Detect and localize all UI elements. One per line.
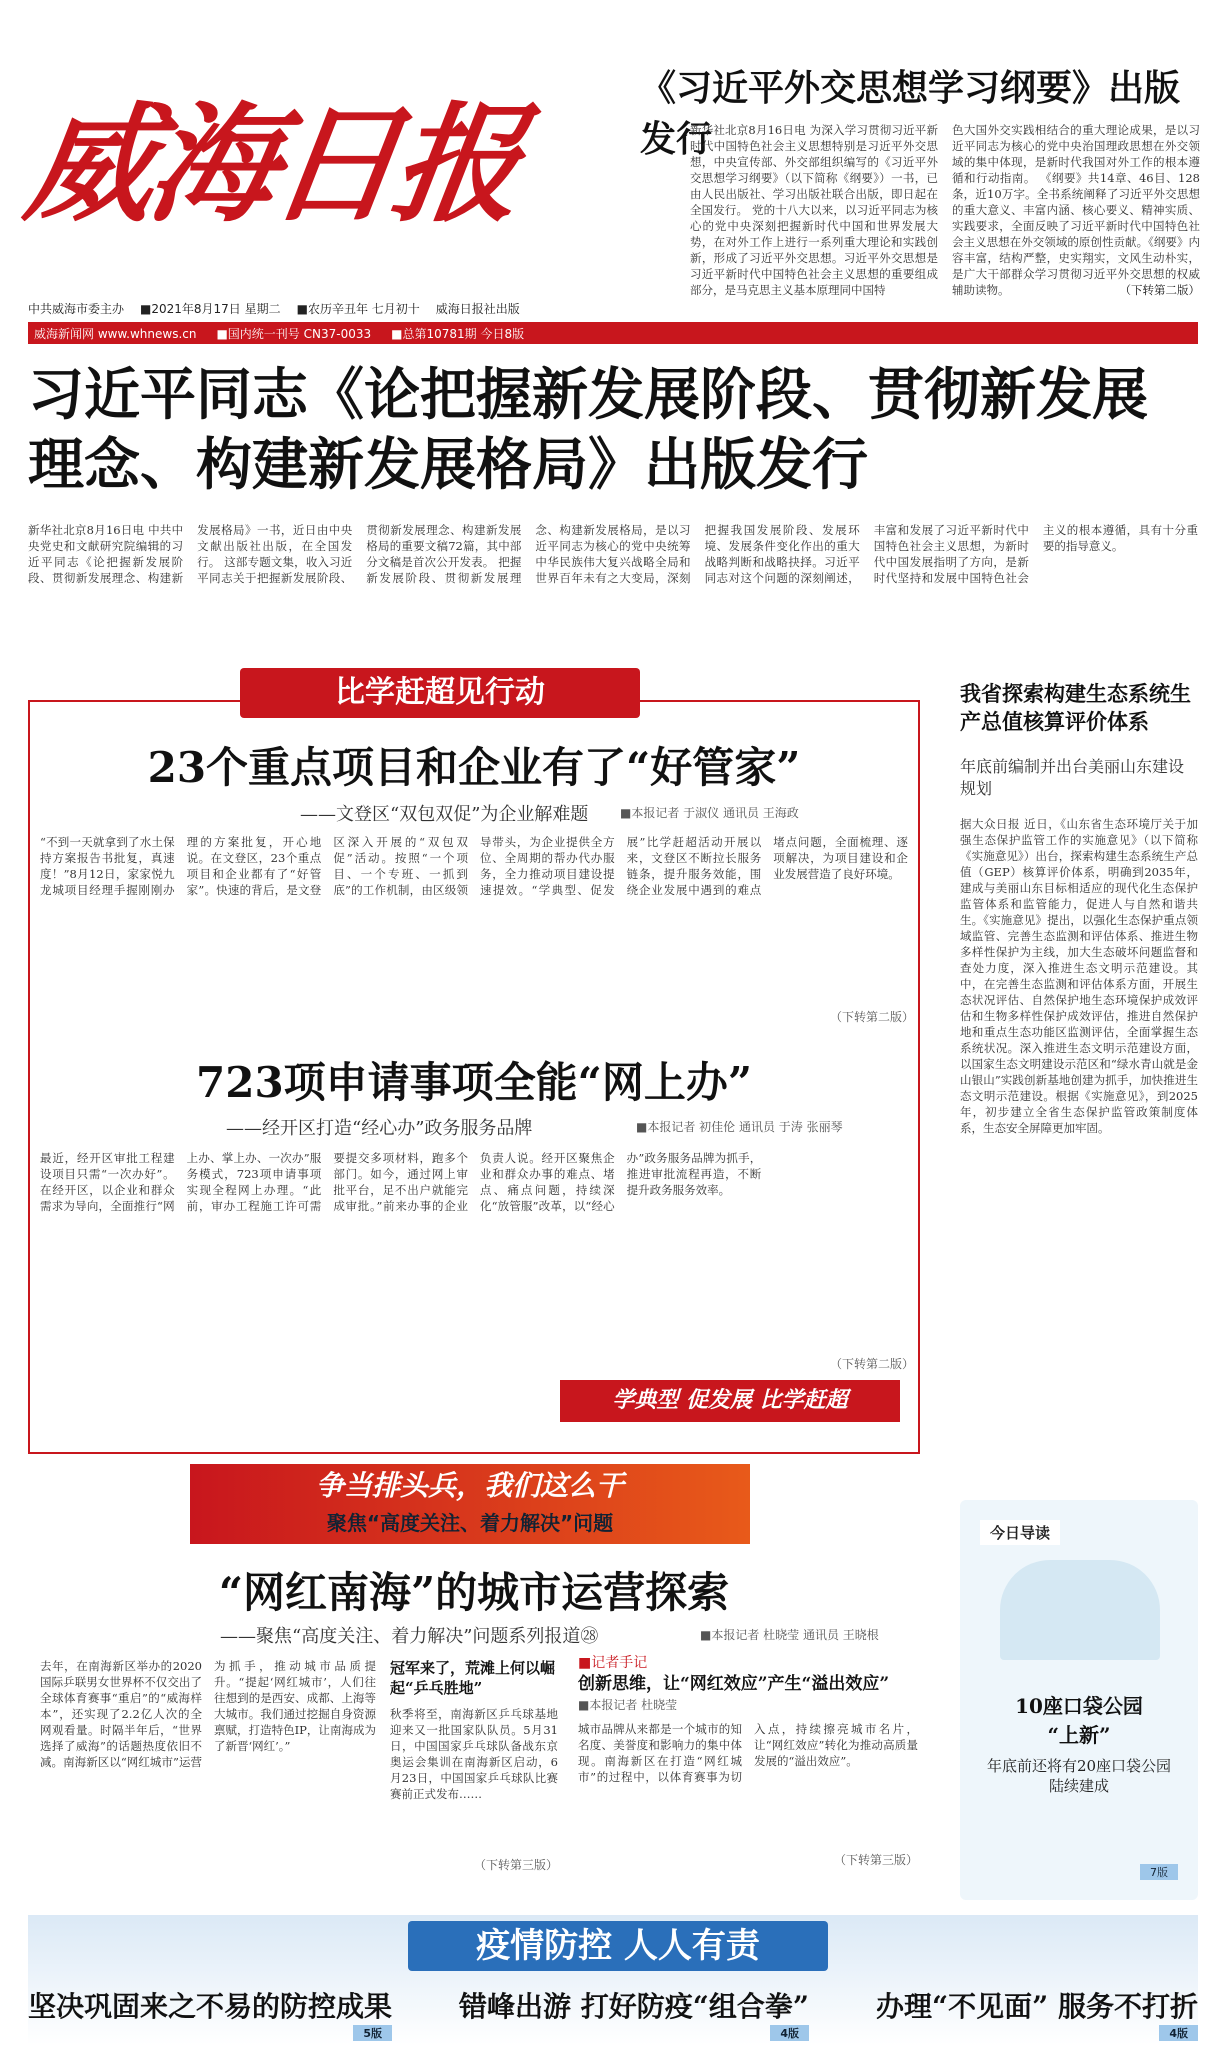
campaign2-line2: 聚焦“高度关注、着力解决”问题 [326,1511,614,1535]
sidebar-body: 据大众日报 近日，《山东省生态环境厅关于加强生态保护监管工作的实施意见》（以下简称《实施意见》）出台，探索构建生态系统生产总值（GEP）核算评价体系，明确到2035年，建成与美丽山东目标相适应的现代化生态保护监管体系和监管能力，促进人与自然和谐共生。《实施意见》提出，以强化生态保护重点领域监管、完善生态监测和评估体系、推进生物多样性保护为主线，加大生态破坏问题监督和查处力度，深入推进生态文明示范建设。其中，在完善生态监测和评估体系方面，开展生态状况评估、自然保护地生态环境保护成效评估和生物多样性保护成效评估，推进自然保护地和重点生态功能区监测评估，全面掌握生态系统状况。深入推进生态文明示范建设方面，以国家生态文明建设示范区和“绿水青山就是金山银山”实践创新基地创建为抓手，加快推进生态文明示范建设。根据《实施意见》，到2025年，初步建立全省生态保护监管政策制度体系，生态安全屏障更加牢固。 [960,817,1198,1135]
bottom-item-3-title: 办理“不见面” 服务不打折 [876,1990,1198,2023]
campaign2-banner [190,1464,750,1544]
article2-body [40,1150,908,1350]
article5-jump[interactable]: （下转第三版） [833,1853,918,1867]
article4 [390,1658,558,1873]
article1-jump[interactable]: （下转第二版） [830,1010,915,1024]
bottom-bar [28,1915,1198,2045]
lead-headline[interactable] [28,360,1198,500]
bottom-banner: 疫情防控 人人有责 [408,1921,828,1971]
campaign1-stamp: 学典型 促发展 比学赶超 [560,1380,900,1422]
lead-headline-line2: 理念、构建新发展格局》出版发行 [28,432,868,498]
article1-subtitle: ——文登区“双包双促”为企业解难题 [300,804,589,825]
info-website[interactable]: 威海新闻网 www.whnews.cn [34,326,197,341]
article4-title[interactable]: 冠军来了，荒滩上何以崛起“乒乓胜地” [390,1659,556,1697]
guide-illustration [1000,1560,1160,1660]
article3-body [40,1658,376,1898]
guide-title-line2: “上新” [1047,1723,1111,1747]
sidebar-subtitle: 年底前编制并出台美丽山东建设规划 [960,757,1185,798]
top-article-col1: 新华社北京8月16日电 为深入学习贯彻习近平新时代中国特色社会主义思想特别是习近平外交思想，中央宣传部、外交部组织编写的《习近平外交思想学习纲要》（以下简称《纲要》）一书，已由人民出版社、学习出版社联合出版，即日起在全国发行。 党的十八大以来，以习近平同志为核心的党中央深刻把握新时代中国和世界发展大势，在对外工作上进行一系列重大理论和实践创新，形成了习近平外交思想。习近平外交思想是习近平新时代中国特色社会主义思想的重要组成部分，是马克思主义基本原理同中国特 [690,123,938,297]
article5-byline: ■本报记者 杜晓莹 [578,1698,678,1712]
article3-subtitle: ——聚焦“高度关注、着力解决”问题系列报道㉘ [220,1626,599,1647]
info-org: 中共威海市委主办 [28,302,125,316]
info-issn: ■国内统一刊号 CN37-0033 [216,326,372,341]
top-article-col2: 色大国外交实践相结合的重大理论成果，是以习近平同志为核心的党中央治国理政思想在外交领域的集中体现，是新时代我国对外工作的根本遵循和行动指南。 《纲要》共14章、46目、128条，近10万字。全书系统阐释了习近平外交思想的重大意义、丰富内涵、核心要义、精神实质、实践要求，全面反映了习近平新时代中国特色社会主义思想在外交领域的原创性贡献。《纲要》内容丰富，结构严整，史实翔实，文风生动朴实，是广大干部群众学习贯彻习近平外交思想的权威辅助读物。 [952,123,1200,297]
lead-headline-line1: 习近平同志《论把握新发展阶段、贯彻新发展 [28,362,1148,428]
bottom-items [28,1985,1198,2040]
top-article-title[interactable]: 《习近平外交思想学习纲要》出版发行 [640,67,1181,160]
article3-title[interactable]: “网红南海”的城市运营探索 [218,1568,730,1617]
article5-kicker: ■记者手记 [578,1655,648,1671]
article3-body-text: 去年，在南海新区举办的2020国际乒联男女世界杯不仅交出了全球体育赛事“重启”的“威海样本”，还实现了2.2亿人次的全网观看量。时隔半年后，“世界选择了威海”的话题热度依旧不减。南海新区以“网红城市”运营为抓手，推动城市品质提升。“提起‘网红城市’，人们往往想到的是西安、成都、上海等大城市。我们通过挖掘自身资源禀赋，打造特色IP，让南海成为了新晋‘网红’。” [40,1659,376,1769]
article4-jump[interactable]: （下转第三版） [473,1858,558,1872]
article1-body-text: “不到一天就拿到了水土保持方案报告书批复，真速度！”8月12日，家家悦九龙城项目经理手握刚刚办理的方案批复，开心地说。在文登区，23个重点项目和企业都有了“好管家”。快速的背后，是文登区深入开展的“双包双促”活动。按照“一个项目、一个专班、一抓到底”的工作机制，由区级领导带头，为企业提供全方位、全周期的帮办代办服务，全力推动项目建设提速提效。“学典型、促发展”比学赶超活动开展以来，文登区不断拉长服务链条，提升服务效能，围绕企业发展中遇到的难点堵点问题，全面梳理、逐项解决，为项目建设和企业发展营造了良好环境。 [40,835,908,897]
top-article-body [690,122,1200,312]
article2-body-text: 最近，经开区审批工程建设项目只需“一次办好”。在经开区，以企业和群众需求为导向，全面推行“网上办、掌上办、一次办”服务模式，723项申请事项实现全程网上办理。“此前，审办工程施工许可需要提交多项材料，跑多个部门。如今，通过网上审批平台，足不出户就能完成审批。”前来办事的企业负责人说。经开区聚焦企业和群众办事的难点、堵点、痛点问题，持续深化“放管服”改革，以“经心办”政务服务品牌为抓手，推进审批流程再造，不断提升政务服务效率。 [40,1151,762,1213]
article1-byline: ■本报记者 于淑仪 通讯员 王海政 [620,806,799,820]
bottom-item-1[interactable] [28,1985,393,2040]
info-bar [28,300,1198,318]
article5 [578,1652,918,1868]
masthead-logo [17,80,608,270]
article5-body-text: 城市品牌从来都是一个城市的知名度、美誉度和影响力的集中体现。南海新区在打造“网红城市”的过程中，以体育赛事为切入点，持续擦亮城市名片，让“网红效应”转化为推动高质量发展的“溢出效应”。 [578,1722,918,1784]
info-date: ■2021年8月17日 星期二 [140,302,281,316]
guide-panel[interactable] [960,1500,1198,1900]
article2-subtitle: ——经开区打造“经心办”政务服务品牌 [226,1118,533,1139]
bottom-item-2[interactable] [459,1985,809,2040]
article4-body: 秋季将至，南海新区乒乓球基地迎来又一批国家队队员。5月31日，中国国家乒乓球队备战东京奥运会集训在南海新区启动，6月23日，中国国家乒乓球队比赛赛前正式发布…… [390,1707,558,1801]
info-issue: ■总第10781期 今日8版 [391,326,525,341]
guide-label: 今日导读 [980,1520,1060,1545]
sidebar-title[interactable]: 我省探索构建生态系统生产总值核算评价体系 [960,681,1191,734]
bottom-item-1-title: 坚决巩固来之不易的防控成果 [28,1990,393,2023]
bottom-item-3-page: 4版 [1159,2025,1198,2041]
sidebar-article [960,680,1198,1556]
article2-byline: ■本报记者 初佳伦 通讯员 于涛 张丽琴 [636,1120,843,1134]
bottom-item-3[interactable] [876,1985,1198,2040]
masthead-brand: 威海日报 [17,90,527,240]
article1-body [40,834,908,1004]
guide-page[interactable]: 7版 [1140,1864,1178,1880]
article2-jump[interactable]: （下转第二版） [830,1357,915,1371]
bottom-item-2-page: 4版 [770,2025,809,2041]
info-publisher: 威海日报社出版 [435,302,520,316]
campaign2-line1: 争当排头兵，我们这么干 [315,1469,624,1502]
article3-byline: ■本报记者 杜晓莹 通讯员 王晓根 [700,1628,879,1642]
lead-body-text: 新华社北京8月16日电 中共中央党史和文献研究院编辑的习近平同志《论把握新发展阶段、贯彻新发展理念、构建新发展格局》一书，近日由中央文献出版社出版，在全国发行。 这部专题文集，收入习近平同志关于把握新发展阶段、贯彻新发展理念、构建新发展格局的重要文稿72篇，其中部分文稿是首次公开发表。 把握新发展阶段、贯彻新发展理念、构建新发展格局，是以习近平同志为核心的党中央统筹中华民族伟大复兴战略全局和世界百年未有之大变局，深刻把握我国发展阶段、发展环境、发展条件变化作出的重大战略判断和战略抉择。习近平同志对这个问题的深刻阐述，丰富和发展了习近平新时代中国特色社会主义思想，为新时代中国发展指明了方向，是新时代坚持和发展中国特色社会主义的根本遵循，具有十分重要的指导意义。 [28,523,1198,585]
info-bar-red [28,322,1198,344]
bottom-item-1-page: 5版 [353,2025,392,2041]
lead-body [28,522,1198,624]
top-article-jump[interactable]: （下转第二版） [1119,283,1200,297]
campaign1-banner: 比学赶超见行动 [240,668,640,718]
guide-title-line1: 10座口袋公园 [1015,1694,1143,1718]
article2-title[interactable]: 723项申请事项全能“网上办” [196,1058,752,1107]
guide-subtitle: 年底前还将有20座口袋公园陆续建成 [986,1757,1172,1795]
article1-title[interactable]: 23个重点项目和企业有了“好管家” [147,743,801,792]
info-lunar: ■农历辛丑年 七月初十 [296,302,420,316]
article5-body [578,1721,918,1851]
article5-title[interactable]: 创新思维，让“网红效应”产生“溢出效应” [578,1674,890,1694]
bottom-item-2-title: 错峰出游 打好防疫“组合拳” [459,1990,809,2023]
